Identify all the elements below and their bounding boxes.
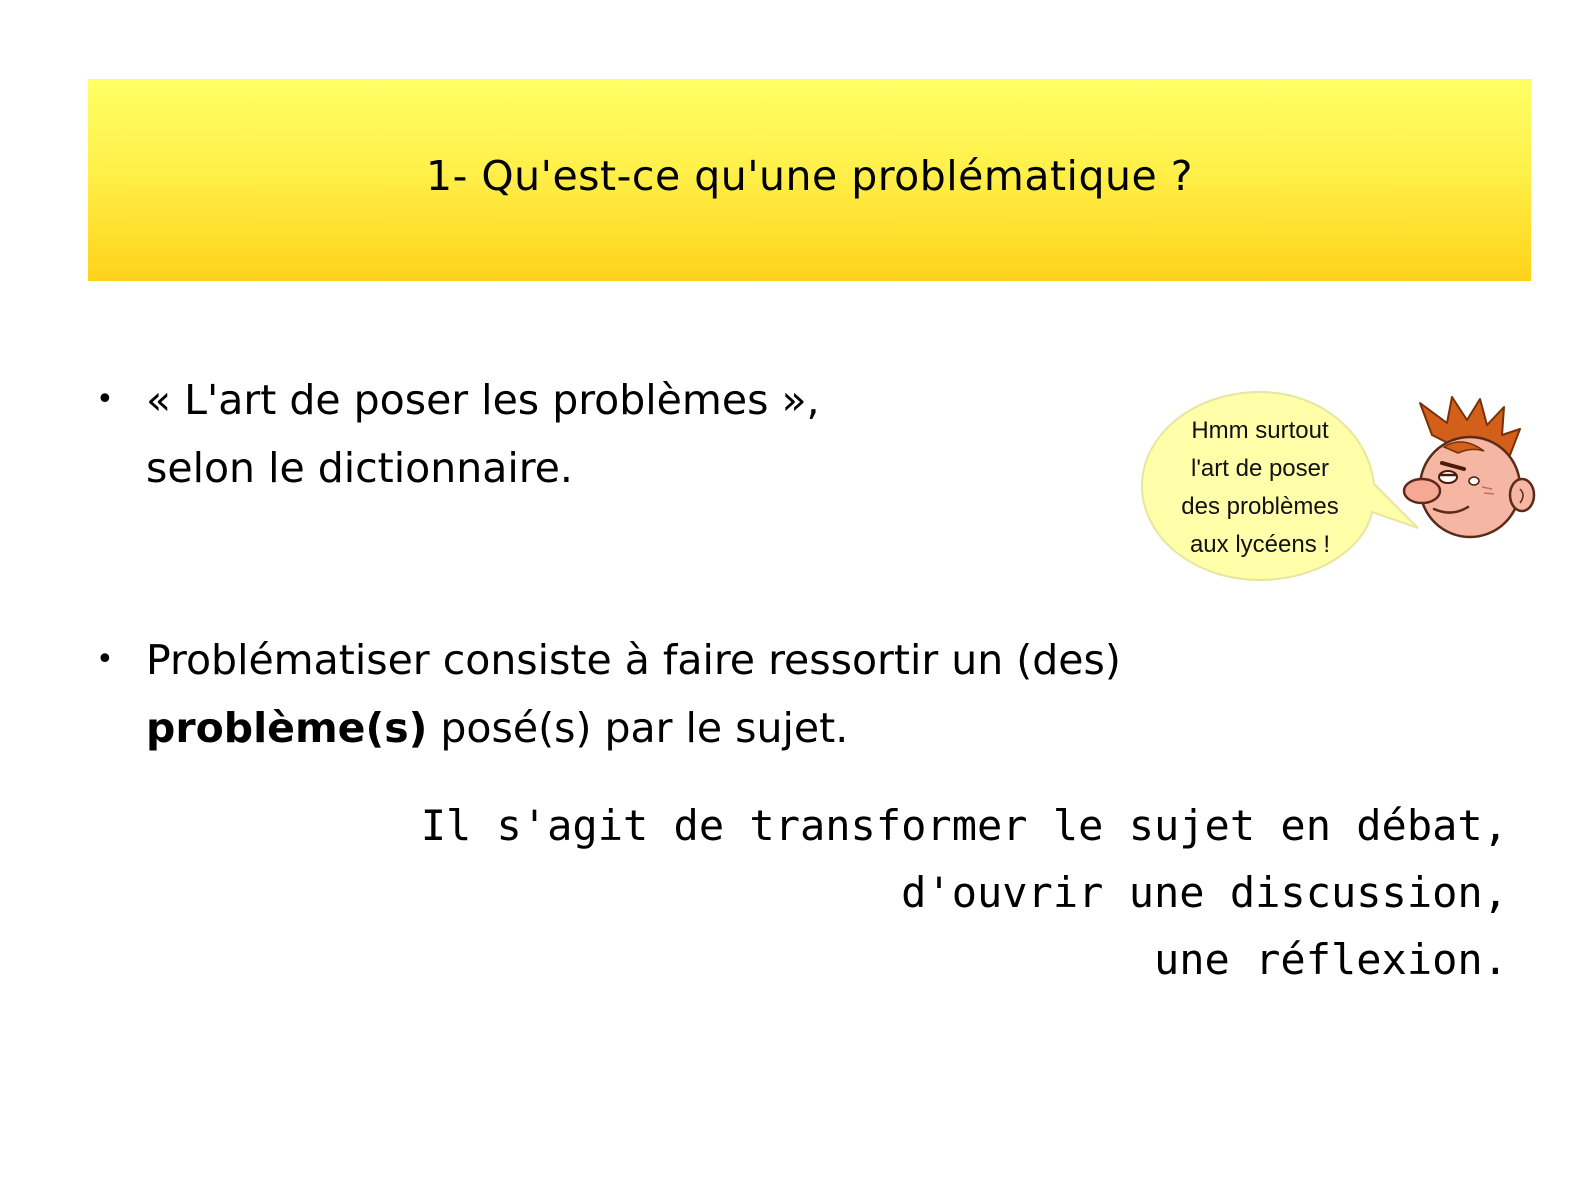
bold-keyword: problème(s) [146,704,428,752]
conclusion-line: une réflexion. [1153,935,1508,984]
bubble-line: des problèmes [1181,493,1339,520]
title-banner [88,79,1531,281]
bubble-line: aux lycéens ! [1189,531,1331,558]
speech-bubble-text [1140,412,1380,564]
speech-bubble-icon [1140,388,1380,582]
conclusion-line: Il s'agit de transformer le sujet en débat, [420,801,1508,850]
bullet-line: selon le dictionnaire. [146,444,573,492]
bullet-dot-icon: • [96,382,114,417]
bullet-body [146,626,1121,762]
cartoon-face-icon [1402,395,1542,545]
conclusion-text [421,792,1508,993]
bullet-line [146,694,1121,762]
bullet-dot-icon: • [96,642,114,677]
bullet-line-rest: posé(s) par le sujet. [427,704,849,752]
bubble-line: Hmm surtout [1191,417,1329,444]
bullet-body [146,366,820,502]
bullet-item-definition [96,366,820,502]
slide-title: 1- Qu'est-ce qu'une problématique ? [426,152,1193,200]
bullet-line: Problématiser consiste à faire ressortir un (des) [146,636,1121,684]
bubble-line: l'art de poser [1191,455,1329,482]
conclusion-line: d'ouvrir une discussion, [901,868,1508,917]
bullet-item-problematiser [96,626,1121,762]
bullet-line: « L'art de poser les problèmes », [146,376,820,424]
